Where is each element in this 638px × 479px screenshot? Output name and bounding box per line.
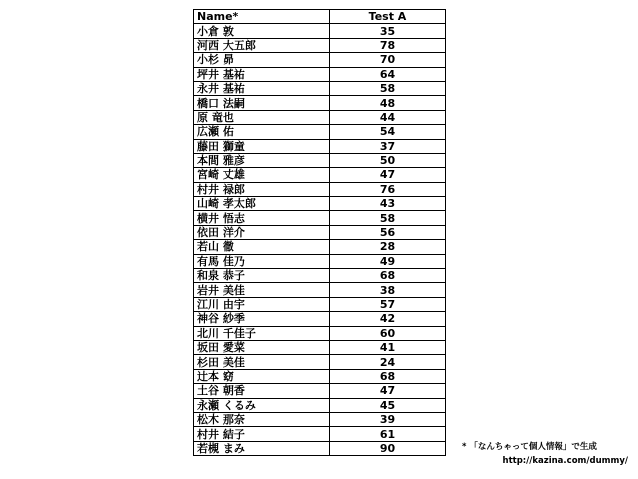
cell-name: 村井 結子 xyxy=(194,427,330,441)
cell-score: 56 xyxy=(330,225,446,239)
cell-name: 藤田 獅童 xyxy=(194,139,330,153)
cell-score: 76 xyxy=(330,182,446,196)
table-row xyxy=(194,182,446,196)
table-row xyxy=(194,283,446,297)
table-header-row xyxy=(194,10,446,24)
table-row xyxy=(194,384,446,398)
footnote-url: http://kazina.com/dummy/ xyxy=(502,456,628,466)
cell-score: 28 xyxy=(330,240,446,254)
table-row xyxy=(194,412,446,426)
cell-name: 若槻 まみ xyxy=(194,441,330,455)
table-row xyxy=(194,340,446,354)
cell-name: 岩井 美佳 xyxy=(194,283,330,297)
cell-score: 43 xyxy=(330,197,446,211)
cell-name: 和泉 恭子 xyxy=(194,269,330,283)
cell-score: 58 xyxy=(330,81,446,95)
cell-score: 78 xyxy=(330,38,446,52)
cell-name: 小杉 昴 xyxy=(194,53,330,67)
table-row xyxy=(194,297,446,311)
cell-score: 39 xyxy=(330,412,446,426)
cell-score: 68 xyxy=(330,369,446,383)
table-row xyxy=(194,139,446,153)
cell-score: 47 xyxy=(330,168,446,182)
cell-name: 杉田 美佳 xyxy=(194,355,330,369)
cell-name: 坪井 基祐 xyxy=(194,67,330,81)
cell-score: 50 xyxy=(330,153,446,167)
cell-name: 村井 禄郎 xyxy=(194,182,330,196)
cell-name: 宮崎 丈雄 xyxy=(194,168,330,182)
header-name: Name* xyxy=(194,10,330,24)
cell-name: 広瀬 佑 xyxy=(194,125,330,139)
score-table xyxy=(193,9,446,456)
cell-score: 37 xyxy=(330,139,446,153)
table-row xyxy=(194,168,446,182)
cell-name: 依田 洋介 xyxy=(194,225,330,239)
cell-name: 江川 由宇 xyxy=(194,297,330,311)
table-row xyxy=(194,153,446,167)
cell-score: 47 xyxy=(330,384,446,398)
table-row xyxy=(194,96,446,110)
cell-name: 松木 那奈 xyxy=(194,412,330,426)
cell-score: 41 xyxy=(330,340,446,354)
table-row xyxy=(194,24,446,38)
table-row xyxy=(194,197,446,211)
table-body xyxy=(194,24,446,456)
cell-score: 42 xyxy=(330,312,446,326)
cell-name: 有馬 佳乃 xyxy=(194,254,330,268)
cell-name: 河西 大五郎 xyxy=(194,38,330,52)
table-row xyxy=(194,254,446,268)
cell-score: 64 xyxy=(330,67,446,81)
footnote-text: * 「なんちゃって個人情報」で生成 xyxy=(462,442,597,452)
cell-name: 橋口 法嗣 xyxy=(194,96,330,110)
table-row xyxy=(194,53,446,67)
table-row xyxy=(194,211,446,225)
cell-name: 土谷 朝香 xyxy=(194,384,330,398)
table-row xyxy=(194,125,446,139)
table-row xyxy=(194,326,446,340)
cell-score: 90 xyxy=(330,441,446,455)
table-row xyxy=(194,427,446,441)
cell-name: 辻本 窈 xyxy=(194,369,330,383)
cell-score: 58 xyxy=(330,211,446,225)
cell-score: 44 xyxy=(330,110,446,124)
cell-name: 永井 基祐 xyxy=(194,81,330,95)
table-row xyxy=(194,67,446,81)
table-row xyxy=(194,398,446,412)
table-row xyxy=(194,81,446,95)
cell-name: 永瀬 くるみ xyxy=(194,398,330,412)
cell-name: 原 竜也 xyxy=(194,110,330,124)
table-row xyxy=(194,369,446,383)
table-row xyxy=(194,240,446,254)
cell-score: 38 xyxy=(330,283,446,297)
cell-score: 61 xyxy=(330,427,446,441)
cell-score: 70 xyxy=(330,53,446,67)
cell-name: 本間 雅彦 xyxy=(194,153,330,167)
cell-name: 若山 徹 xyxy=(194,240,330,254)
cell-name: 横井 悟志 xyxy=(194,211,330,225)
cell-name: 坂田 愛菜 xyxy=(194,340,330,354)
cell-name: 北川 千佳子 xyxy=(194,326,330,340)
header-test-a: Test A xyxy=(330,10,446,24)
cell-score: 45 xyxy=(330,398,446,412)
cell-score: 49 xyxy=(330,254,446,268)
table-row xyxy=(194,110,446,124)
cell-score: 24 xyxy=(330,355,446,369)
cell-name: 山崎 孝太郎 xyxy=(194,197,330,211)
table-row xyxy=(194,355,446,369)
cell-score: 35 xyxy=(330,24,446,38)
cell-score: 48 xyxy=(330,96,446,110)
cell-name: 神谷 紗季 xyxy=(194,312,330,326)
table-row xyxy=(194,441,446,455)
cell-name: 小倉 敦 xyxy=(194,24,330,38)
table-row xyxy=(194,312,446,326)
cell-score: 54 xyxy=(330,125,446,139)
cell-score: 68 xyxy=(330,269,446,283)
cell-score: 60 xyxy=(330,326,446,340)
table-row xyxy=(194,225,446,239)
table-row xyxy=(194,269,446,283)
cell-score: 57 xyxy=(330,297,446,311)
table-row xyxy=(194,38,446,52)
